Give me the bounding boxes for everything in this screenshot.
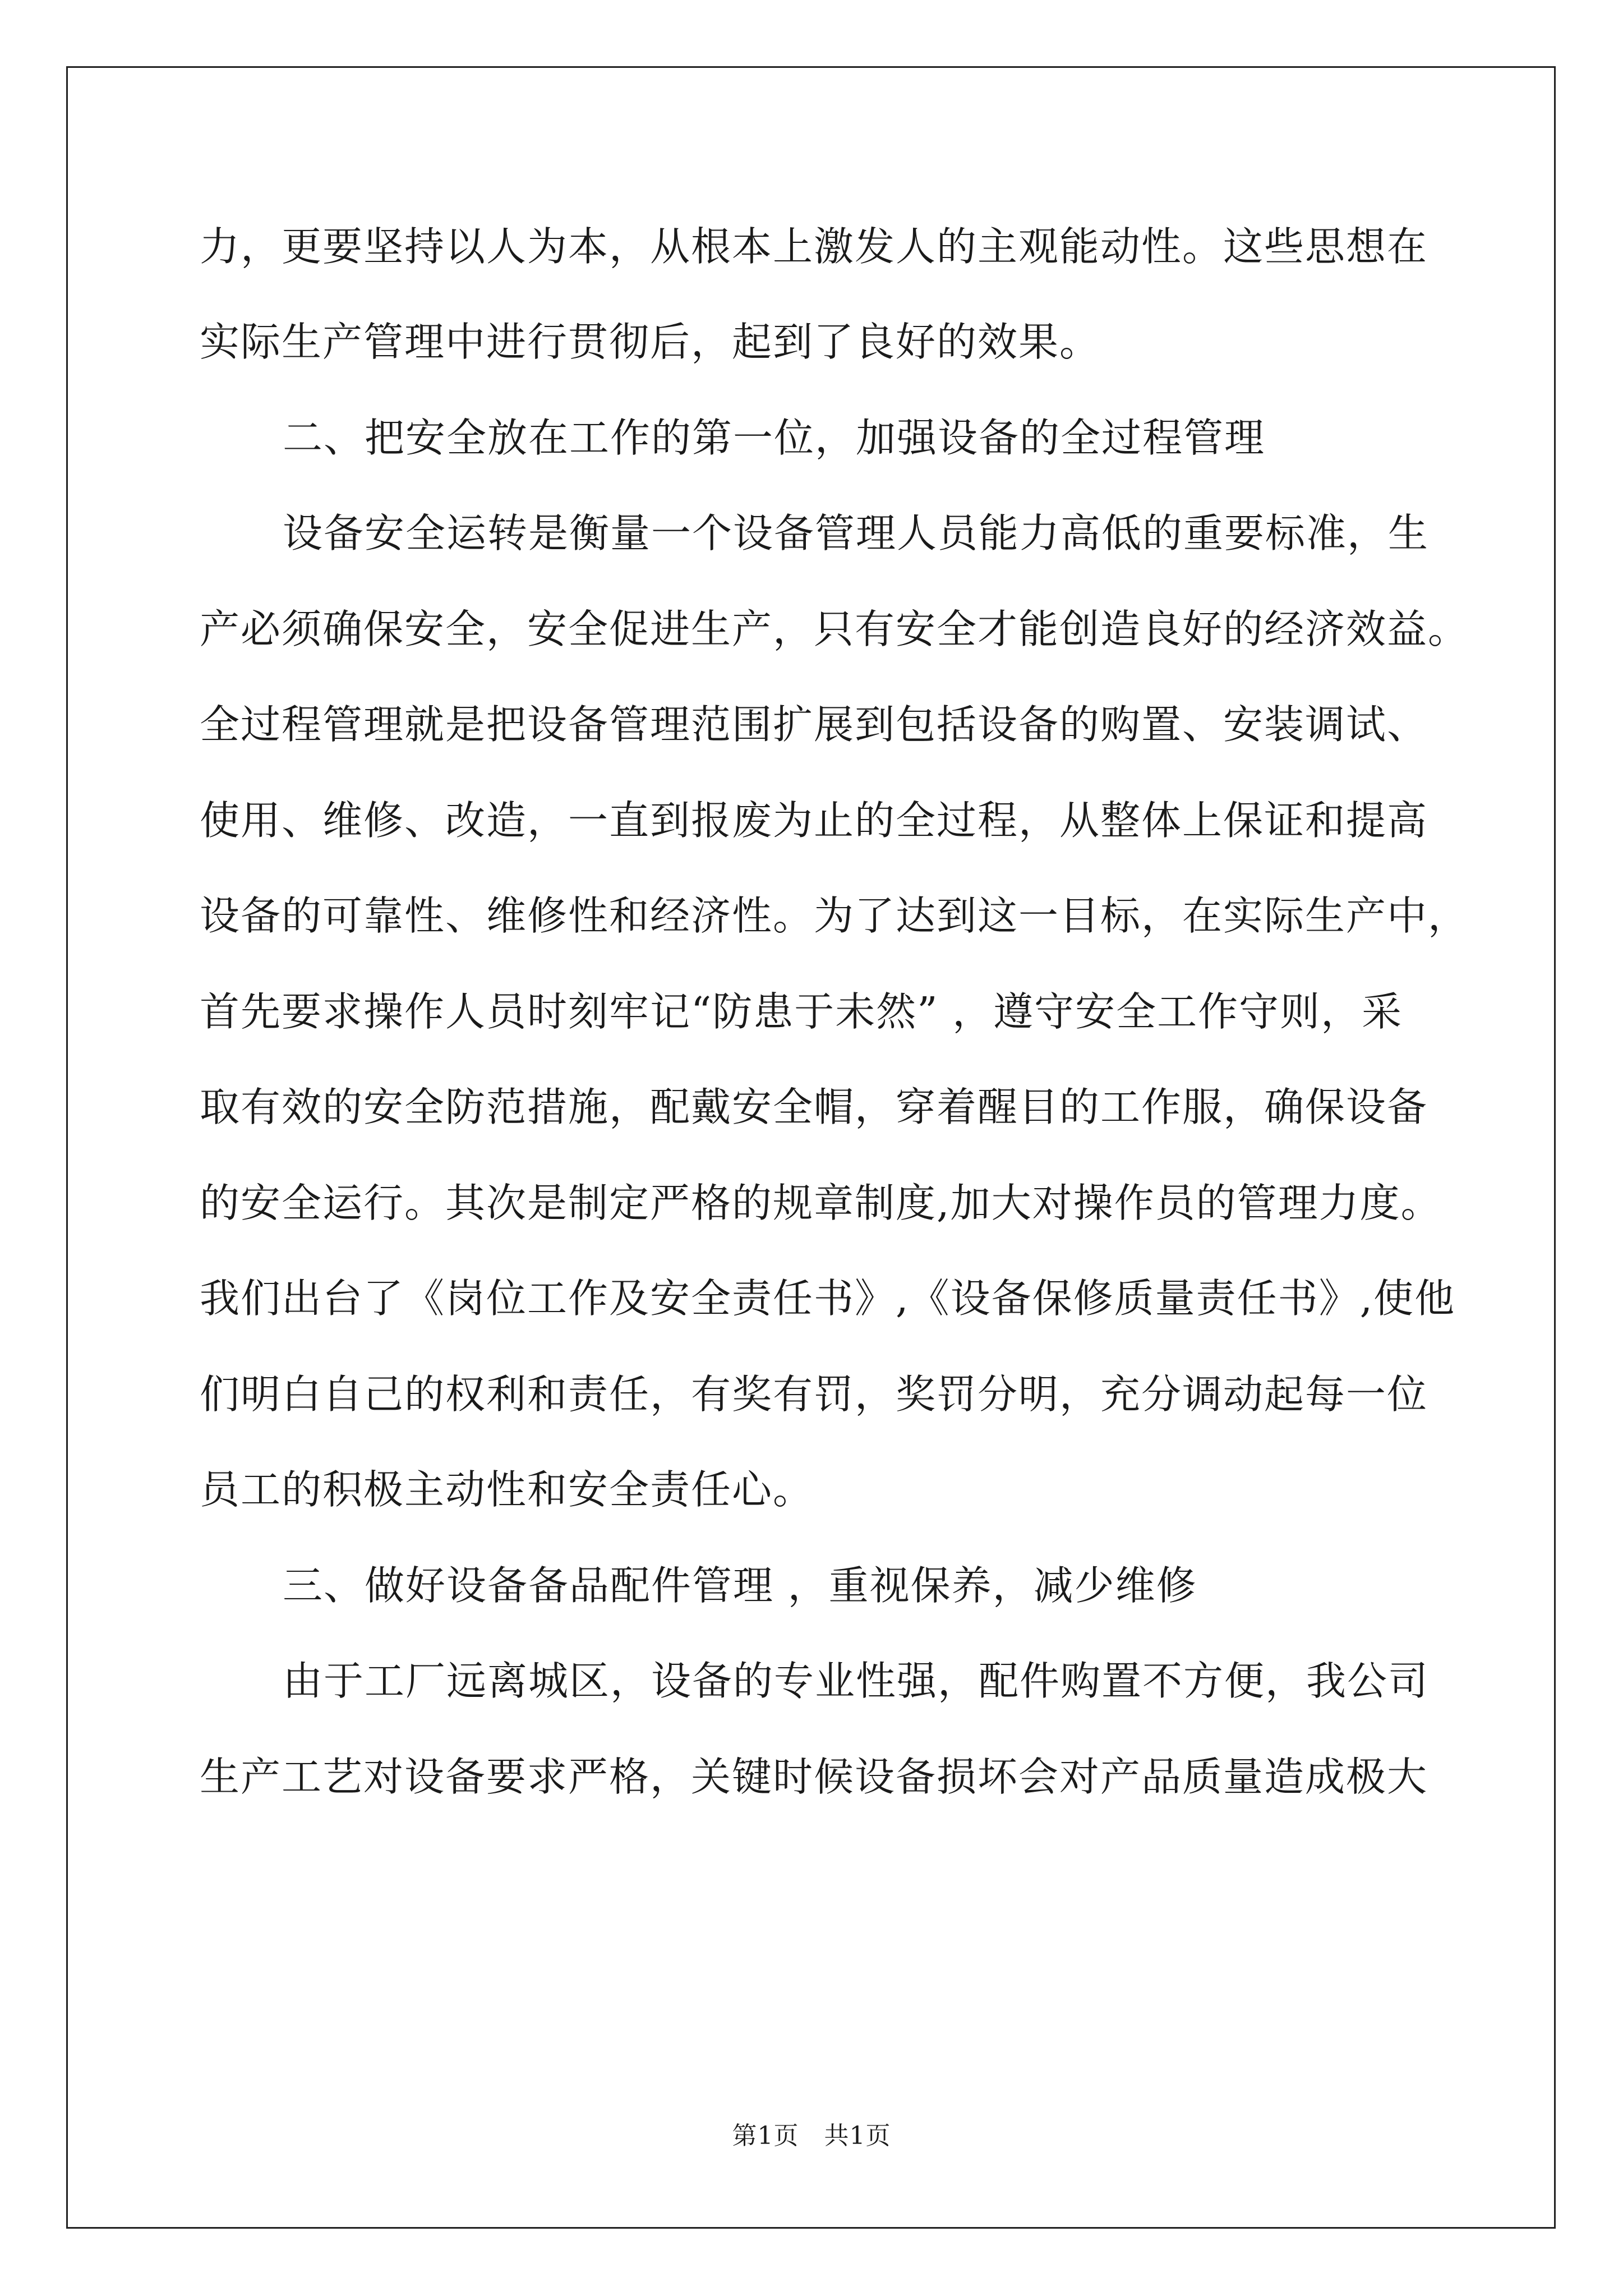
text-line-16: 由于工厂远离城区，设备的专业性强，配件购置不方便，我公司: [283, 1658, 1430, 1704]
text-line-9: 首先要求操作人员时刻牢记“防患于未然” ，遵守安全工作守则，采: [200, 988, 1403, 1035]
section-heading-2: 二、把安全放在工作的第一位，加强设备的全过程管理: [283, 415, 1266, 461]
text-line-17: 生产工艺对设备要求严格，关键时候设备损坏会对产品质量造成极大: [200, 1754, 1428, 1800]
text-line-7: 使用、维修、改造，一直到报废为止的全过程，从整体上保证和提高: [200, 797, 1428, 844]
section-heading-3: 三、做好设备备品配件管理 ，重视保养，减少维修: [283, 1562, 1197, 1609]
page-footer: 第1页 共1页: [732, 2122, 891, 2150]
text-line-4: 设备安全运转是衡量一个设备管理人员能力高低的重要标准，生: [283, 510, 1430, 556]
text-line-10: 取有效的安全防范措施，配戴安全帽，穿着醒目的工作服，确保设备: [200, 1084, 1428, 1130]
text-line-13: 们明白自己的权利和责任，有奖有罚，奖罚分明，充分调动起每一位: [200, 1371, 1428, 1418]
text-line-14: 员工的积极主动性和安全责任心。: [200, 1466, 814, 1513]
text-line-8: 设备的可靠性、维修性和经济性。为了达到这一目标，在实际生产中，: [200, 892, 1469, 939]
page-border: [66, 66, 1556, 2229]
text-line-2: 实际生产管理中进行贯彻后，起到了良好的效果。: [200, 319, 1101, 365]
text-line-12: 我们出台了《岗位工作及安全责任书》,《设备保修质量责任书》,使他: [200, 1275, 1456, 1322]
text-line-1: 力，更要坚持以人为本，从根本上激发人的主观能动性。这些思想在: [200, 223, 1428, 270]
text-line-11: 的安全运行。其次是制定严格的规章制度,加大对操作员的管理力度。: [200, 1180, 1442, 1226]
text-line-6: 全过程管理就是把设备管理范围扩展到包括设备的购置、安装调试、: [200, 701, 1428, 748]
text-line-5: 产必须确保安全，安全促进生产，只有安全才能创造良好的经济效益。: [200, 606, 1469, 652]
